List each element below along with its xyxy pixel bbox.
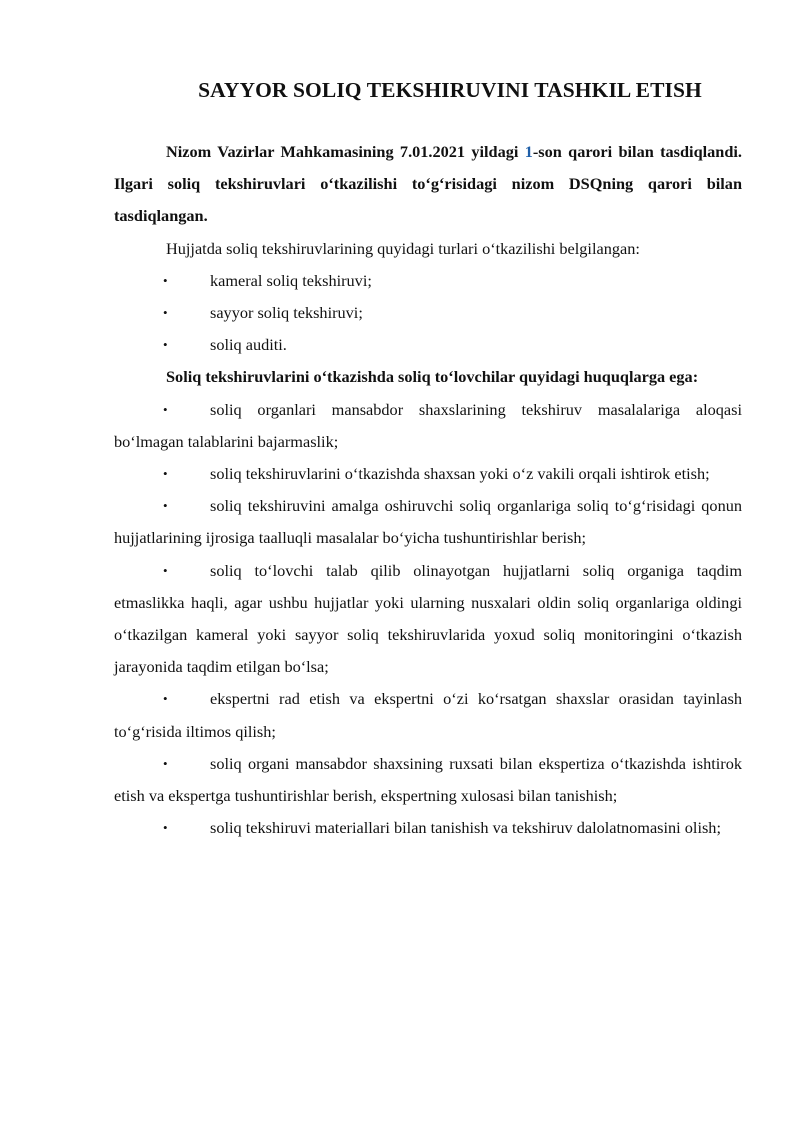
list-item-text: soliq organi mansabdor shaxsining ruxsati bilan ekspertiza o‘tkazishda ishtirok etish va ekspertga tushuntirishlar berish, ekspertning xulosasi bilan tanishish; (114, 753, 742, 806)
types-intro: Hujjatda soliq tekshiruvlarining quyidagi turlari o‘tkazilishi belgilangan: (166, 238, 640, 258)
list-item-text: soliq auditi. (210, 335, 287, 355)
bullet-icon: • (163, 272, 168, 288)
list-item (114, 748, 742, 812)
list-item-text: soliq organlari mansabdor shaxslarining tekshiruv masalalariga aloqasi bo‘lmagan talablarini bajarmaslik; (114, 399, 742, 451)
list-item (114, 683, 742, 747)
list-item-text: soliq to‘lovchi talab qilib olinayotgan hujjatlarni soliq organiga taqdim etmaslikka haqli, agar ushbu hujjatlar yoki ularning nusxalari oldin soliq organlariga oldingi o‘tkazilgan kameral yoki sayyor soliq tekshiruvlarida yoxud soliq monitoringini o‘tkazish jarayonida taqdim etilgan bo‘lsa; (114, 560, 742, 677)
list-item (114, 812, 742, 844)
intro-text-1: Nizom Vazirlar Mahkamasining 7.01.2021 yildagi (166, 142, 525, 161)
bullet-icon: • (163, 691, 168, 707)
bullet-icon: • (163, 305, 168, 321)
intro-text-2: -son qarori bilan tasdiqlandi. Ilgari soliq tekshiruvlari o‘tkazilishi to‘g‘risidagi nizom DSQning qarori bilan tasdiqlangan. (114, 142, 742, 226)
list-item-text: kameral soliq tekshiruvi; (210, 270, 372, 290)
list-item (114, 297, 742, 329)
list-item (114, 458, 742, 490)
list-item (114, 555, 742, 684)
document-page (114, 72, 742, 844)
rights-heading: Soliq tekshiruvlarini o‘tkazishda soliq to‘lovchilar quyidagi huquqlarga ega: (166, 367, 699, 387)
bullet-icon: • (163, 401, 168, 417)
bullet-icon: • (163, 562, 168, 578)
intro-paragraph (114, 136, 742, 233)
list-item-text: soliq tekshiruvi materiallari bilan tanishish va tekshiruv dalolatnomasini olish; (210, 818, 721, 838)
list-item (114, 265, 742, 297)
bullet-icon: • (163, 498, 168, 514)
bullet-icon: • (163, 337, 168, 353)
list-item (114, 394, 742, 458)
list-item-text: soliq tekshiruvini amalga oshiruvchi soliq organlariga soliq to‘g‘risidagi qonun hujjatlarining ijrosiga taalluqli masalalar bo‘yicha tushuntirishlar berish; (114, 496, 742, 548)
document-title: SAYYOR SOLIQ TEKSHIRUVINI TASHKIL ETISH (198, 78, 702, 102)
bullet-icon: • (163, 820, 168, 836)
list-item (114, 329, 742, 361)
list-item (114, 490, 742, 554)
bullet-icon: • (163, 755, 168, 771)
list-item-text: soliq tekshiruvlarini o‘tkazishda shaxsan yoki o‘z vakili orqali ishtirok etish; (210, 464, 710, 484)
list-item-text: ekspertni rad etish va ekspertni o‘zi ko‘rsatgan shaxslar orasidan tayinlash to‘g‘risida iltimos qilish; (114, 689, 742, 741)
list-item-text: sayyor soliq tekshiruvi; (210, 303, 363, 323)
bullet-icon: • (163, 466, 168, 482)
intro-number-link[interactable]: 1 (524, 142, 533, 161)
